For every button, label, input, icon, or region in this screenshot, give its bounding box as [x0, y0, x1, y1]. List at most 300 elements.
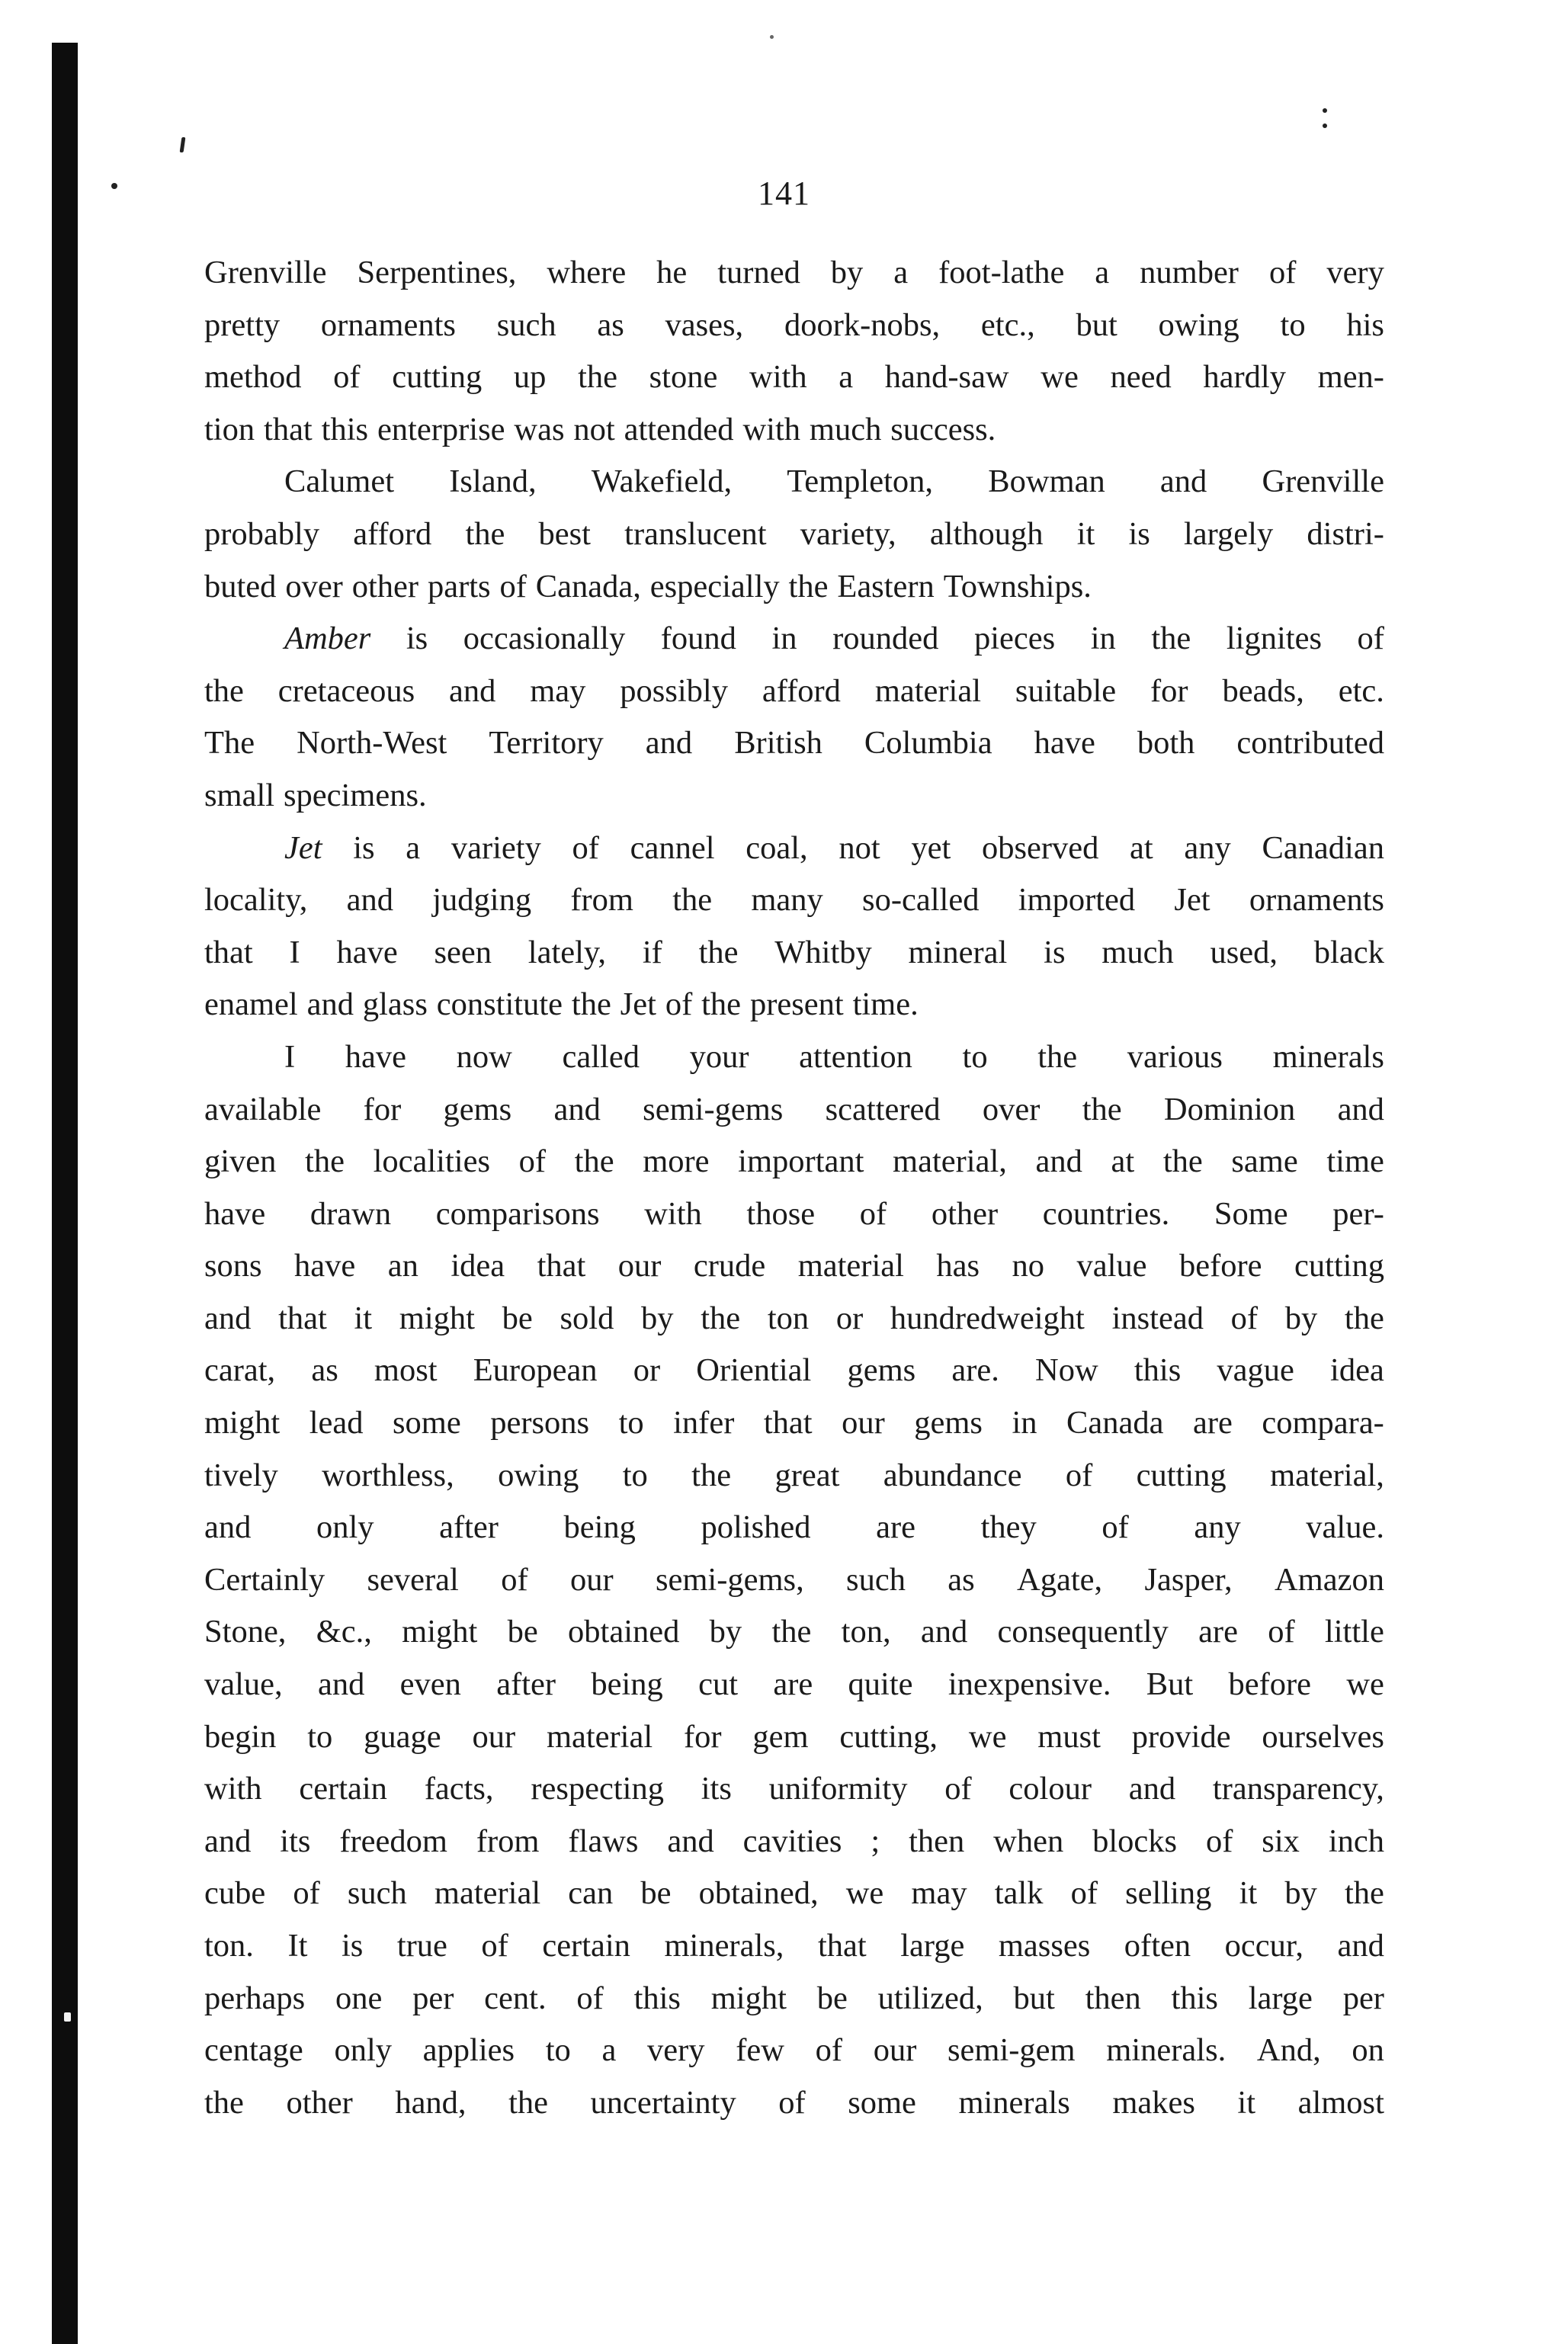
word: Territory: [489, 725, 604, 762]
word: and: [1159, 463, 1207, 500]
word: begin: [204, 1718, 277, 1755]
word: hand-saw: [884, 359, 1009, 396]
word: few: [736, 2032, 784, 2069]
word: the: [701, 986, 742, 1023]
word: the: [578, 359, 617, 396]
word: utilized,: [877, 1980, 983, 2016]
word: stone: [649, 359, 718, 396]
word: much: [809, 411, 882, 447]
word: have: [336, 934, 398, 970]
word: and: [920, 1614, 968, 1650]
word: called: [562, 1038, 640, 1075]
word: then: [1085, 1980, 1141, 2016]
word: so-called: [862, 882, 980, 919]
word: polished: [701, 1509, 811, 1546]
word: Canadian: [1262, 829, 1384, 866]
word: And,: [1256, 2032, 1321, 2069]
word: may: [530, 672, 586, 709]
word: that: [763, 1405, 813, 1441]
word: when: [993, 1823, 1064, 1859]
word: an: [387, 1248, 418, 1284]
word: of: [1065, 1457, 1093, 1493]
word: Canada: [1066, 1405, 1164, 1441]
word: semi-gems,: [655, 1561, 804, 1598]
word: cutting: [392, 359, 483, 396]
word: probably: [204, 515, 320, 552]
word: not: [573, 411, 615, 447]
word: same: [1231, 1143, 1298, 1180]
word: need: [1110, 359, 1172, 396]
word: where: [547, 255, 627, 290]
word: time.: [852, 986, 919, 1023]
word: and: [346, 882, 393, 919]
word: beads,: [1222, 672, 1304, 709]
scan-speck: [1323, 123, 1327, 128]
word: that: [278, 1300, 327, 1336]
word: true: [396, 1928, 447, 1964]
word: they: [980, 1509, 1037, 1546]
word: the: [691, 1457, 732, 1493]
word: selling: [1125, 1875, 1212, 1912]
text-line: [204, 1240, 1384, 1293]
scan-speck: [770, 35, 774, 39]
word: to: [622, 1457, 648, 1493]
word: It: [287, 1928, 308, 1964]
word: guage: [364, 1718, 441, 1755]
word: several: [367, 1561, 459, 1598]
word: by: [1284, 1875, 1317, 1912]
word: with: [749, 359, 807, 396]
word: any: [1184, 829, 1231, 866]
text-line: [204, 1920, 1384, 1973]
word: not: [839, 829, 880, 866]
word: is: [341, 1928, 364, 1964]
word: facts,: [424, 1771, 494, 1807]
word: is: [1128, 515, 1150, 552]
word: important: [738, 1143, 864, 1180]
word: lead: [309, 1405, 364, 1441]
scan-speck: [1323, 108, 1327, 113]
word: per-: [1332, 1195, 1384, 1232]
text-line: [204, 1450, 1384, 1502]
word: a: [1095, 255, 1110, 290]
word: buted: [204, 568, 277, 604]
word: up: [513, 359, 547, 396]
word: over: [982, 1091, 1041, 1127]
word: we: [968, 1718, 1007, 1755]
word: ;: [871, 1823, 880, 1859]
word: enterprise: [377, 411, 505, 447]
word: tion: [204, 411, 255, 447]
word: might: [399, 1300, 475, 1336]
word: found: [660, 620, 736, 657]
word: by: [830, 255, 864, 290]
word: makes: [1112, 2084, 1195, 2121]
word: but: [1013, 1980, 1055, 2016]
word: we: [845, 1875, 884, 1912]
word: be: [502, 1300, 533, 1336]
word: the: [1037, 1038, 1078, 1075]
word: obtained,: [698, 1875, 819, 1912]
word: our: [617, 1248, 662, 1284]
word: of: [1268, 255, 1297, 290]
word: material: [434, 1875, 541, 1912]
word: those: [746, 1195, 816, 1232]
word: with: [204, 1771, 262, 1807]
word: Townships.: [943, 568, 1092, 604]
word: suitable: [1015, 672, 1117, 709]
word: But: [1146, 1666, 1194, 1703]
text-line: [204, 927, 1384, 980]
word: our: [569, 1561, 614, 1598]
word: carat,: [204, 1352, 276, 1389]
word: cretaceous: [277, 672, 415, 709]
word: various: [1127, 1038, 1223, 1075]
word: idea: [1330, 1352, 1384, 1389]
word: available: [204, 1091, 322, 1127]
word: Jet: [284, 829, 322, 866]
text-line: [204, 561, 1384, 614]
text-line: [204, 1763, 1384, 1816]
word: large: [1248, 1980, 1313, 2016]
word: of: [1268, 1614, 1295, 1650]
word: judging: [432, 882, 532, 919]
word: flaws: [568, 1823, 639, 1859]
text-line: [204, 508, 1384, 561]
word: Island,: [449, 463, 537, 500]
word: that: [204, 934, 253, 970]
word: of: [499, 568, 527, 604]
text-line: [204, 2025, 1384, 2077]
word: even: [399, 1666, 461, 1703]
word: many: [751, 882, 823, 919]
word: and: [1337, 1091, 1384, 1127]
word: imported: [1018, 882, 1136, 919]
word: abundance: [883, 1457, 1022, 1493]
word: or: [835, 1300, 864, 1336]
text-line: [204, 1816, 1384, 1868]
word: and: [317, 1666, 365, 1703]
word: success.: [890, 411, 996, 447]
word: minerals,: [664, 1928, 784, 1964]
word: of: [572, 829, 599, 866]
word: hand,: [395, 2084, 467, 2121]
word: Amber: [284, 620, 371, 657]
word: perhaps: [204, 1980, 306, 2016]
word: of: [1205, 1823, 1233, 1859]
word: cannel: [630, 829, 715, 866]
word: large: [900, 1928, 965, 1964]
word: Templeton,: [787, 463, 934, 500]
word: especially: [649, 568, 780, 604]
word: compara-: [1262, 1405, 1384, 1441]
word: vague: [1217, 1352, 1294, 1389]
word: by: [641, 1300, 674, 1336]
word: and: [204, 1509, 252, 1546]
word: rounded: [832, 620, 939, 657]
text-line: [204, 351, 1384, 404]
word: as: [948, 1561, 975, 1598]
word: Grenville: [1262, 463, 1384, 500]
word: before: [1228, 1666, 1312, 1703]
word: minerals.: [1106, 2032, 1227, 2069]
word: certain: [299, 1771, 387, 1807]
word: European: [473, 1352, 598, 1389]
word: being: [563, 1509, 636, 1546]
word: its: [701, 1771, 732, 1807]
word: some: [848, 2084, 916, 2121]
word: might: [710, 1980, 787, 2016]
word: crude: [693, 1248, 766, 1284]
word: idea: [451, 1248, 505, 1284]
word: much: [1101, 934, 1174, 970]
word: provide: [1131, 1718, 1231, 1755]
word: but: [1076, 306, 1117, 343]
word: such: [496, 306, 556, 343]
word: other: [931, 1195, 999, 1232]
word: have: [1034, 725, 1095, 762]
text-line: [204, 1502, 1384, 1554]
word: variety: [451, 829, 541, 866]
word: your: [689, 1038, 749, 1075]
word: in: [771, 620, 797, 657]
word: at: [1111, 1143, 1135, 1180]
word: that: [537, 1248, 586, 1284]
word: freedom: [339, 1823, 447, 1859]
word: afford: [353, 515, 432, 552]
word: cube: [204, 1875, 266, 1912]
word: both: [1137, 725, 1195, 762]
word: Jet: [1174, 882, 1210, 919]
word: talk: [994, 1875, 1044, 1912]
word: was: [514, 411, 565, 447]
word: semi-gems: [643, 1091, 784, 1127]
scan-binding-edge: [52, 43, 78, 2344]
word: and: [449, 672, 496, 709]
word: quite: [848, 1666, 913, 1703]
word: blocks: [1092, 1823, 1178, 1859]
word: Stone,: [204, 1614, 287, 1650]
word: Oriential: [696, 1352, 812, 1389]
word: this: [633, 1980, 681, 2016]
word: applies: [422, 2032, 515, 2069]
word: is: [353, 829, 375, 866]
word: of: [293, 1875, 320, 1912]
word: only: [316, 1509, 374, 1546]
word: some: [392, 1405, 461, 1441]
word: of: [481, 1928, 508, 1964]
word: before: [1178, 1248, 1262, 1284]
word: in: [1090, 620, 1116, 657]
text-line: [204, 613, 1384, 665]
word: of: [815, 2032, 843, 2069]
word: be: [640, 1875, 672, 1912]
word: our: [472, 1718, 516, 1755]
word: of: [1357, 620, 1384, 657]
word: gem: [752, 1718, 809, 1755]
word: or: [633, 1352, 661, 1389]
word: more: [643, 1143, 710, 1180]
text-line: [204, 1345, 1384, 1397]
word: consequently: [997, 1614, 1169, 1650]
word: worthless,: [322, 1457, 454, 1493]
word: variety,: [800, 515, 896, 552]
word: our: [842, 1405, 885, 1441]
word: if: [642, 934, 662, 970]
word: best: [538, 515, 591, 552]
word: North-West: [297, 725, 447, 762]
word: be: [816, 1980, 848, 2016]
word: The: [204, 725, 255, 762]
word: cavities: [742, 1823, 842, 1859]
word: colour: [1008, 1771, 1092, 1807]
word: that: [817, 1928, 867, 1964]
word: per: [1342, 1980, 1384, 2016]
word: turned: [717, 255, 800, 290]
word: of: [576, 1980, 604, 2016]
word: cut: [698, 1666, 739, 1703]
word: Dominion: [1163, 1091, 1296, 1127]
word: pieces: [973, 620, 1056, 657]
word: most: [374, 1352, 438, 1389]
word: hardly: [1203, 359, 1286, 396]
word: Whitby: [774, 934, 872, 970]
word: inexpensive.: [948, 1666, 1111, 1703]
word: and: [204, 1300, 252, 1336]
word: the: [1151, 620, 1191, 657]
word: material: [874, 672, 982, 709]
text-line: [204, 1659, 1384, 1711]
text-line: [204, 979, 1384, 1031]
word: number: [1140, 255, 1239, 290]
word: etc.,: [980, 306, 1035, 343]
word: Jet: [620, 986, 656, 1023]
word: mineral: [908, 934, 1008, 970]
word: very: [1326, 255, 1384, 290]
word: glass: [362, 986, 428, 1023]
word: may: [911, 1875, 967, 1912]
word: are: [1192, 1405, 1233, 1441]
word: vases,: [665, 306, 744, 343]
text-line: [204, 247, 1384, 300]
word: seen: [434, 934, 492, 970]
word: sold: [560, 1300, 614, 1336]
word: we: [1346, 1666, 1384, 1703]
word: often: [1124, 1928, 1191, 1964]
word: of: [944, 1771, 972, 1807]
word: one: [335, 1980, 383, 2016]
word: of: [518, 1143, 547, 1180]
word: largely: [1184, 515, 1274, 552]
word: it: [1239, 1875, 1258, 1912]
scan-speck: [64, 2012, 71, 2022]
word: occur,: [1224, 1928, 1303, 1964]
word: value,: [204, 1666, 283, 1703]
word: the: [204, 672, 244, 709]
scan-speck: [180, 137, 186, 152]
word: used,: [1210, 934, 1278, 970]
word: are: [876, 1509, 916, 1546]
text-line: [204, 1973, 1384, 2025]
word: Certainly: [204, 1561, 325, 1598]
word: yet: [911, 829, 951, 866]
word: the: [672, 882, 713, 919]
text-line: [204, 1711, 1384, 1764]
word: contributed: [1236, 725, 1384, 762]
word: its: [280, 1823, 311, 1859]
text-line: [204, 404, 1384, 457]
word: our: [873, 2032, 917, 2069]
text-line: [204, 2077, 1384, 2130]
word: enamel: [204, 986, 298, 1023]
word: pretty: [204, 306, 281, 343]
text-line: [204, 1554, 1384, 1607]
word: for: [1150, 672, 1188, 709]
word: the: [1344, 1875, 1384, 1912]
word: almost: [1297, 2084, 1384, 2121]
word: hundredweight: [890, 1300, 1085, 1336]
word: on: [1352, 2032, 1384, 2069]
word: owing: [1158, 306, 1239, 343]
word: Eastern: [837, 568, 935, 604]
word: a: [601, 2032, 617, 2069]
word: value: [1076, 1248, 1147, 1284]
word: and: [306, 986, 354, 1023]
word: constitute: [436, 986, 563, 1023]
word: infer: [673, 1405, 735, 1441]
word: such: [347, 1875, 407, 1912]
word: possibly: [620, 672, 728, 709]
word: the: [1162, 1143, 1203, 1180]
word: attention: [799, 1038, 912, 1075]
word: ton: [767, 1300, 810, 1336]
word: with: [644, 1195, 702, 1232]
word: ornaments: [320, 306, 456, 343]
word: scattered: [825, 1091, 941, 1127]
word: ton.: [204, 1928, 254, 1964]
word: over: [285, 568, 343, 604]
word: drawn: [309, 1195, 392, 1232]
word: Wakefield,: [591, 463, 733, 500]
word: Bowman: [988, 463, 1105, 500]
text-line: [204, 1293, 1384, 1345]
word: cutting,: [839, 1718, 938, 1755]
word: his: [1346, 306, 1384, 343]
text-line: [204, 1031, 1384, 1084]
word: gems: [914, 1405, 983, 1441]
word: time: [1326, 1143, 1384, 1180]
word: and: [1128, 1771, 1176, 1807]
word: Agate,: [1017, 1561, 1103, 1598]
word: persons: [490, 1405, 590, 1441]
word: as: [597, 306, 624, 343]
word: Columbia: [864, 725, 992, 762]
word: gems: [847, 1352, 916, 1389]
text-line: [204, 717, 1384, 770]
word: Now: [1035, 1352, 1098, 1389]
text-line: [204, 874, 1384, 927]
text-line: [204, 1188, 1384, 1241]
text-line: [204, 1136, 1384, 1188]
word: I: [284, 1038, 296, 1075]
word: the: [788, 568, 829, 604]
word: by: [1284, 1300, 1318, 1336]
word: cutting: [1294, 1248, 1384, 1284]
word: present: [749, 986, 844, 1023]
word: sons: [204, 1248, 262, 1284]
text-line: [204, 456, 1384, 508]
word: by: [709, 1614, 742, 1650]
